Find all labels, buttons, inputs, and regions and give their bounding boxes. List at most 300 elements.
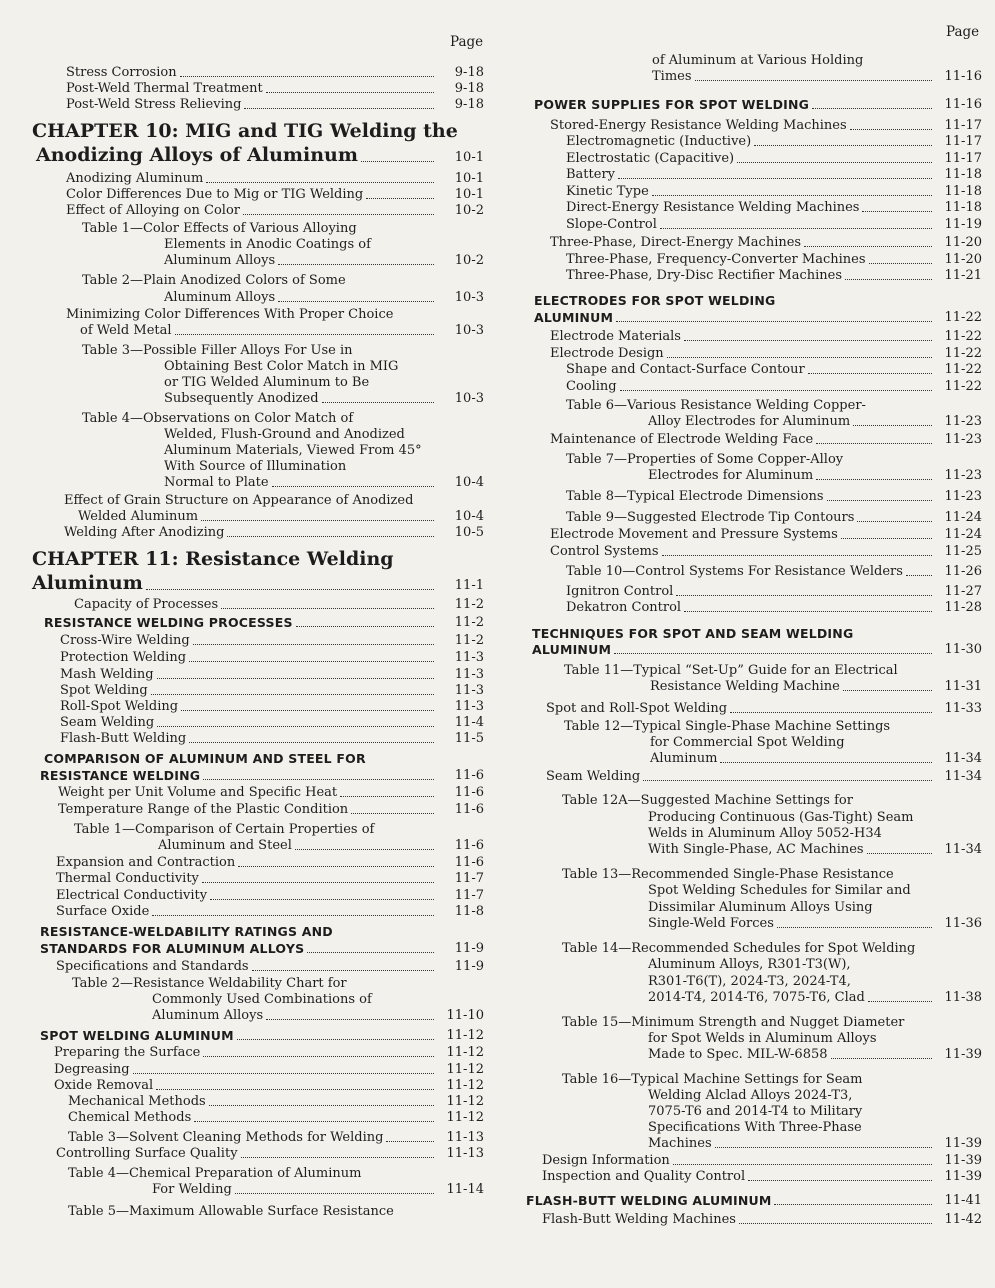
entry-title: Table 13—Recommended Single-Phase Resistance [562,867,894,882]
toc-entry-minimizing-color-differences-with-proper [40,306,484,323]
entry-title: Stored-Energy Resistance Welding Machines [550,118,847,133]
entry-title: Elements in Anodic Coatings of [164,237,371,252]
dot-leader [662,555,932,556]
dot-leader [715,1147,932,1148]
dot-leader [812,108,932,109]
page-number: 11-3 [454,683,484,698]
dot-leader [739,1223,932,1224]
toc-entry-aluminum-alloys [40,252,484,269]
toc-entry-specifications-and-standards [40,958,484,975]
chapter-heading-chapter-10-mig-and-tig-welding-the [32,120,484,142]
entry-title: Color Differences Due to Mig or TIG Welding [66,187,364,202]
dot-leader [189,661,434,662]
dot-leader [857,521,932,522]
dot-leader [774,1204,932,1205]
dot-leader [221,608,434,609]
entry-title: Table 12A—Suggested Machine Settings for [562,793,853,808]
toc-entry-chemical-methods [40,1109,484,1126]
entry-title: Chemical Methods [68,1110,192,1125]
dot-leader [754,145,932,146]
dot-leader [777,927,932,928]
dot-leader [181,710,434,711]
dot-leader [614,653,932,654]
dot-leader [366,198,434,199]
entry-title: Aluminum Materials, Viewed From 45° [164,443,422,458]
dot-leader [278,301,434,302]
toc-entry-ignitron-control [530,583,982,600]
entry-title: Machines [648,1136,712,1151]
entry-title: Aluminum [650,751,718,766]
entry-title: Table 3—Solvent Cleaning Methods for Welding [68,1130,384,1145]
section-heading-flash-butt-welding-aluminum [526,1192,982,1209]
dot-leader [906,575,932,576]
entry-title: Table 16—Typical Machine Settings for Seam [562,1072,863,1087]
toc-entry-electrode-design [530,345,982,362]
toc-entry-aluminum-and-steel [40,837,484,854]
dot-leader [684,611,932,612]
page-number: 11-26 [944,564,982,579]
section-heading-power-supplies-for-spot-welding [530,96,982,113]
dot-leader [850,129,932,130]
entry-title: Post-Weld Thermal Treatment [66,81,263,96]
entry-title: Table 6—Various Resistance Welding Copper- [566,398,866,413]
dot-leader [194,1121,434,1122]
entry-title: Kinetic Type [566,184,649,199]
toc-entry-post-weld-thermal-treatment [40,80,484,97]
entry-title: for Commercial Spot Welding [650,735,845,750]
toc-entry-kinetic-type [530,183,982,200]
toc-entry-electrode-movement-and-pressure-systems [530,526,982,543]
entry-title: Welding Alclad Alloys 2024-T3, [648,1088,853,1103]
page-number: 10-2 [454,203,484,218]
entry-title: Capacity of Processes [74,597,219,612]
toc-entry-r301-t6-t-2024-t3-2024-t4 [530,973,982,990]
entry-title: Resistance Welding Machine [650,679,840,694]
page-number: 11-18 [944,167,982,182]
dot-leader [227,536,434,537]
page-number: 11-34 [944,751,982,766]
dot-leader [202,882,434,883]
dot-leader [180,76,434,77]
toc-entry-roll-spot-welding [40,698,484,715]
entry-title: Slope-Control [566,217,657,232]
page-number: 11-12 [446,1094,484,1109]
entry-title: Shape and Contact-Surface Contour [566,362,805,377]
entry-title: Stress Corrosion [66,65,177,80]
page-number: 11-8 [454,904,484,919]
entry-title: ALUMINUM [534,310,614,325]
toc-entry-of-weld-metal [40,322,484,339]
toc-entry-preparing-the-surface [40,1044,484,1061]
dot-leader [266,1019,434,1020]
toc-entry-maintenance-of-electrode-welding-face [530,431,982,448]
toc-entry-table-2-plain-anodized-colors-of-some [40,272,484,289]
entry-title: of Weld Metal [80,323,172,338]
entry-title: RESISTANCE WELDING PROCESSES [44,615,293,630]
dot-leader [152,915,434,916]
page-number: 10-3 [454,323,484,338]
page-number: 11-6 [454,802,484,817]
page-number: 11-13 [446,1130,484,1145]
toc-entry-seam-welding [530,768,982,785]
toc-entry-for-spot-welds-in-aluminum-alloys [530,1030,982,1047]
toc-entry-table-10-control-systems-for-resistance- [530,563,982,580]
toc-entry-table-13-recommended-single-phase-resist [530,866,982,883]
toc-entry-mash-welding [40,666,484,683]
dot-leader [660,228,932,229]
entry-title: Aluminum Alloys [152,1008,264,1023]
entry-title: Aluminum Alloys [164,290,276,305]
entry-title: Table 4—Chemical Preparation of Aluminum [68,1166,362,1181]
entry-title: Table 4—Observations on Color Match of [82,411,354,426]
toc-entry-flash-butt-welding-machines [530,1211,982,1228]
toc-entry-aluminum-materials-viewed-from-45 [40,442,484,459]
toc-entry-machines [530,1135,982,1152]
toc-entry-dekatron-control [530,599,982,616]
entry-title: Electromagnetic (Inductive) [566,134,752,149]
dot-leader [643,780,932,781]
page-number: 11-30 [944,642,982,657]
entry-title: 7075-T6 and 2014-T4 to Military [648,1104,863,1119]
toc-entry-temperature-range-of-the-plastic-conditi [40,801,484,818]
page-number: 11-20 [944,235,982,250]
toc-entry-with-single-phase-ac-machines [530,841,982,858]
page-number: 11-6 [454,768,484,783]
entry-title: Normal to Plate [164,475,269,490]
toc-entry-elements-in-anodic-coatings-of [40,236,484,253]
entry-title: Electrode Design [550,346,664,361]
page-number: 11-23 [944,414,982,429]
entry-title: Aluminum Alloys, R301-T3(W), [648,957,851,972]
dot-leader [862,211,932,212]
page-number: 11-28 [944,600,982,615]
page-number: 10-1 [454,171,484,186]
section-heading-spot-welding-aluminum [40,1027,484,1044]
page-number: 11-6 [454,838,484,853]
entry-title: ALUMINUM [532,642,612,657]
toc-entry-commonly-used-combinations-of [40,991,484,1008]
entry-title: Cooling [566,379,617,394]
page-number: 11-23 [944,489,982,504]
page-number: 11-17 [944,134,982,149]
toc-entry-table-5-maximum-allowable-surface-resist [40,1203,484,1220]
page-number: 11-34 [944,842,982,857]
dot-leader [748,1180,932,1181]
entry-title: Table 3—Possible Filler Alloys For Use in [82,343,353,358]
page-column-header-left: Page [450,34,484,50]
toc-entry-aluminum-alloys-r301-t3-w [530,956,982,973]
toc-entry-electrical-conductivity [40,887,484,904]
page-number: 11-2 [454,597,484,612]
dot-leader [206,182,434,183]
toc-entry-table-16-typical-machine-settings-for-se [530,1071,982,1088]
entry-title: Alloy Electrodes for Aluminum [648,414,851,429]
toc-entry-seam-welding [40,714,484,731]
page-number: 11-2 [454,615,484,630]
dot-leader [720,762,932,763]
toc-entry-table-7-properties-of-some-copper-alloy [530,451,982,468]
section-heading-techniques-for-spot-and-seam-welding [530,625,982,642]
dot-leader [266,92,434,93]
dot-leader [868,1001,932,1002]
toc-entry-table-3-solvent-cleaning-methods-for-wel [40,1129,484,1146]
page-number: 11-18 [944,200,982,215]
toc-entry-for-welding [40,1181,484,1198]
entry-title: Design Information [542,1153,670,1168]
dot-leader [869,263,932,264]
entry-title: Preparing the Surface [54,1045,201,1060]
toc-entry-stress-corrosion [40,64,484,81]
entry-title: Times [652,69,692,84]
entry-title: Three-Phase, Frequency-Converter Machines [566,252,866,267]
page-number: 11-27 [944,584,982,599]
entry-title: With Single-Phase, AC Machines [648,842,864,857]
toc-entry-spot-and-roll-spot-welding [530,700,982,717]
dot-leader [243,214,434,215]
toc-entry-welding-alclad-alloys-2024-t3 [530,1087,982,1104]
toc-entry-degreasing [40,1061,484,1078]
entry-title: Table 7—Properties of Some Copper-Alloy [566,452,844,467]
entry-title: Weight per Unit Volume and Specific Heat [58,785,338,800]
page-number: 11-16 [944,69,982,84]
toc-entry-table-2-resistance-weldability-chart-for [40,975,484,992]
dot-leader [272,486,434,487]
toc-entry-table-1-comparison-of-certain-properties [40,821,484,838]
page-number: 11-39 [944,1047,982,1062]
toc-entry-table-12a-suggested-machine-settings-for [530,792,982,809]
entry-title: of Aluminum at Various Holding [652,53,864,68]
page-number: 11-12 [446,1028,484,1043]
toc-entry-cross-wire-welding [40,632,484,649]
toc-entry-of-aluminum-at-various-holding [530,52,982,69]
page-number: 11-16 [944,97,982,112]
page-number: 10-1 [454,187,484,202]
dot-leader [237,1039,434,1040]
page-number: 10-4 [454,509,484,524]
toc-entry-three-phase-direct-energy-machines [530,234,982,251]
page-number: 11-22 [944,346,982,361]
toc-entry-weight-per-unit-volume-and-specific-heat [40,784,484,801]
toc-entry-capacity-of-processes [40,596,484,613]
toc-entry-aluminum [530,750,982,767]
toc-entry-dissimilar-aluminum-alloys-using [530,899,982,916]
page-number: 11-34 [944,769,982,784]
entry-title: Table 12—Typical Single-Phase Machine Settings [564,719,891,734]
dot-leader [241,1157,434,1158]
dot-leader [201,520,434,521]
dot-leader [193,644,434,645]
page-number: 11-12 [446,1062,484,1077]
dot-leader [210,899,434,900]
toc-entry-table-3-possible-filler-alloys-for-use-i [40,342,484,359]
dot-leader [867,853,932,854]
dot-leader [386,1141,434,1142]
page-number: 11-36 [944,916,982,931]
toc-entry-three-phase-dry-disc-rectifier-machines [530,267,982,284]
entry-title: For Welding [152,1182,232,1197]
entry-title: Producing Continuous (Gas-Tight) Seam [648,810,914,825]
page-number: 9-18 [454,65,484,80]
toc-entry-expansion-and-contraction [40,854,484,871]
toc-entry-color-differences-due-to-mig-or-tig-weld [40,186,484,203]
dot-leader [684,340,932,341]
page-number: 11-39 [944,1153,982,1168]
page-number: 11-7 [454,888,484,903]
entry-title: CHAPTER 10: MIG and TIG Welding the [32,120,458,142]
dot-leader [351,813,434,814]
dot-leader [156,1089,434,1090]
dot-leader [252,970,434,971]
dot-leader [296,626,434,627]
entry-title: STANDARDS FOR ALUMINUM ALLOYS [40,941,305,956]
dot-leader [175,334,434,335]
page-number: 11-17 [944,151,982,166]
entry-title: Roll-Spot Welding [60,699,179,714]
entry-title: Ignitron Control [566,584,674,599]
toc-entry-table-6-various-resistance-welding-coppe [530,397,982,414]
section-heading-aluminum [530,641,982,658]
entry-title: Specifications and Standards [56,959,249,974]
dot-leader [804,246,932,247]
section-heading-standards-for-aluminum-alloys [40,940,484,957]
dot-leader [730,712,932,713]
dot-leader [307,952,434,953]
page-number: 11-18 [944,184,982,199]
dot-leader [841,538,932,539]
toc-entry-table-14-recommended-schedules-for-spot- [530,940,982,957]
page-number: 11-6 [454,855,484,870]
dot-leader [652,195,932,196]
dot-leader [845,279,932,280]
entry-title: Aluminum and Steel [158,838,292,853]
entry-title: Effect of Alloying on Color [66,203,240,218]
toc-entry-oxide-removal [40,1077,484,1094]
dot-leader [361,161,434,162]
entry-title: Cross-Wire Welding [60,633,190,648]
entry-title: With Source of Illumination [164,459,347,474]
entry-title: Surface Oxide [56,904,150,919]
dot-leader [340,796,434,797]
page-number: 11-13 [446,1146,484,1161]
dot-leader [146,589,434,590]
page-number: 10-2 [454,253,484,268]
section-heading-electrodes-for-spot-welding [530,292,982,309]
dot-leader [238,866,434,867]
entry-title: R301-T6(T), 2024-T3, 2024-T4, [648,974,851,989]
toc-entry-table-1-color-effects-of-various-alloyin [40,220,484,237]
dot-leader [831,1058,932,1059]
toc-entry-producing-continuous-gas-tight-seam [530,809,982,826]
entry-title: Oxide Removal [54,1078,154,1093]
entry-title: Table 8—Typical Electrode Dimensions [566,489,824,504]
page-number: 11-19 [944,217,982,232]
entry-title: Table 9—Suggested Electrode Tip Contours [566,510,855,525]
chapter-heading-aluminum [32,572,484,594]
dot-leader [157,678,434,679]
entry-title: Three-Phase, Dry-Disc Rectifier Machines [566,268,843,283]
dot-leader [189,742,434,743]
entry-title: Table 10—Control Systems For Resistance Welders [566,564,903,579]
toc-entry-single-weld-forces [530,915,982,932]
entry-title: Electrode Materials [550,329,681,344]
toc-entry-specifications-with-three-phase [530,1119,982,1136]
dot-leader [808,373,932,374]
entry-title: Table 5—Maximum Allowable Surface Resistance [68,1204,394,1219]
toc-entry-2014-t4-2014-t6-7075-t6-clad [530,989,982,1006]
entry-title: Obtaining Best Color Match in MIG [164,359,399,374]
entry-title: Flash-Butt Welding Machines [542,1212,736,1227]
entry-title: Spot Welding [60,683,148,698]
toc-entry-cooling [530,378,982,395]
entry-title: Dissimilar Aluminum Alloys Using [648,900,873,915]
entry-title: Inspection and Quality Control [542,1169,746,1184]
entry-title: Made to Spec. MIL-W-6858 [648,1047,828,1062]
entry-title: Seam Welding [60,715,155,730]
page-column-header-right: Page [946,24,980,40]
entry-title: Protection Welding [60,650,187,665]
entry-title: Welds in Aluminum Alloy 5052-H34 [648,826,882,841]
page-number: 10-3 [454,290,484,305]
toc-entry-made-to-spec-mil-w-6858 [530,1046,982,1063]
entry-title: Spot and Roll-Spot Welding [546,701,728,716]
page-number: 11-20 [944,252,982,267]
page-number: 11-3 [454,699,484,714]
page-number: 11-3 [454,667,484,682]
page-number: 11-9 [454,941,484,956]
entry-title: Degreasing [54,1062,130,1077]
page-number: 11-38 [944,990,982,1005]
entry-title: SPOT WELDING ALUMINUM [40,1028,234,1043]
page-number: 9-18 [454,97,484,112]
toc-entry-table-9-suggested-electrode-tip-contours [530,509,982,526]
page-number: 11-10 [446,1008,484,1023]
entry-title: for Spot Welds in Aluminum Alloys [648,1031,877,1046]
toc-entry-effect-of-grain-structure-on-appearance- [40,492,484,509]
dot-leader [616,321,932,322]
toc-entry-mechanical-methods [40,1093,484,1110]
entry-title: Welded, Flush-Ground and Anodized [164,427,405,442]
entry-title: Anodizing Aluminum [66,171,204,186]
toc-entry-stored-energy-resistance-welding-machine [530,117,982,134]
page-number: 11-6 [454,785,484,800]
dot-leader [157,726,434,727]
entry-title: Table 14—Recommended Schedules for Spot Welding [562,941,916,956]
dot-leader [816,479,932,480]
entry-title: Subsequently Anodized [164,391,319,406]
section-heading-resistance-welding [40,767,484,784]
toc-entry-aluminum-alloys [40,289,484,306]
entry-title: Mash Welding [60,667,154,682]
page-number: 11-39 [944,1169,982,1184]
page-number: 11-24 [944,510,982,525]
page-number: 11-22 [944,362,982,377]
dot-leader [843,690,932,691]
toc-entry-table-8-typical-electrode-dimensions [530,488,982,505]
entry-title: Electrical Conductivity [56,888,208,903]
dot-leader [209,1105,434,1106]
entry-title: or TIG Welded Aluminum to Be [164,375,370,390]
entry-title: Control Systems [550,544,659,559]
page-number: 11-12 [446,1045,484,1060]
toc-entry-7075-t6-and-2014-t4-to-military [530,1103,982,1120]
entry-title: Direct-Energy Resistance Welding Machines [566,200,860,215]
entry-title: Post-Weld Stress Relieving [66,97,242,112]
toc-entry-table-4-observations-on-color-match-of [40,410,484,427]
toc-entry-or-tig-welded-aluminum-to-be [40,374,484,391]
entry-title: RESISTANCE-WELDABILITY RATINGS AND [40,924,333,939]
toc-entry-spot-welding-schedules-for-similar-and [530,882,982,899]
section-heading-resistance-welding-processes [40,614,484,631]
